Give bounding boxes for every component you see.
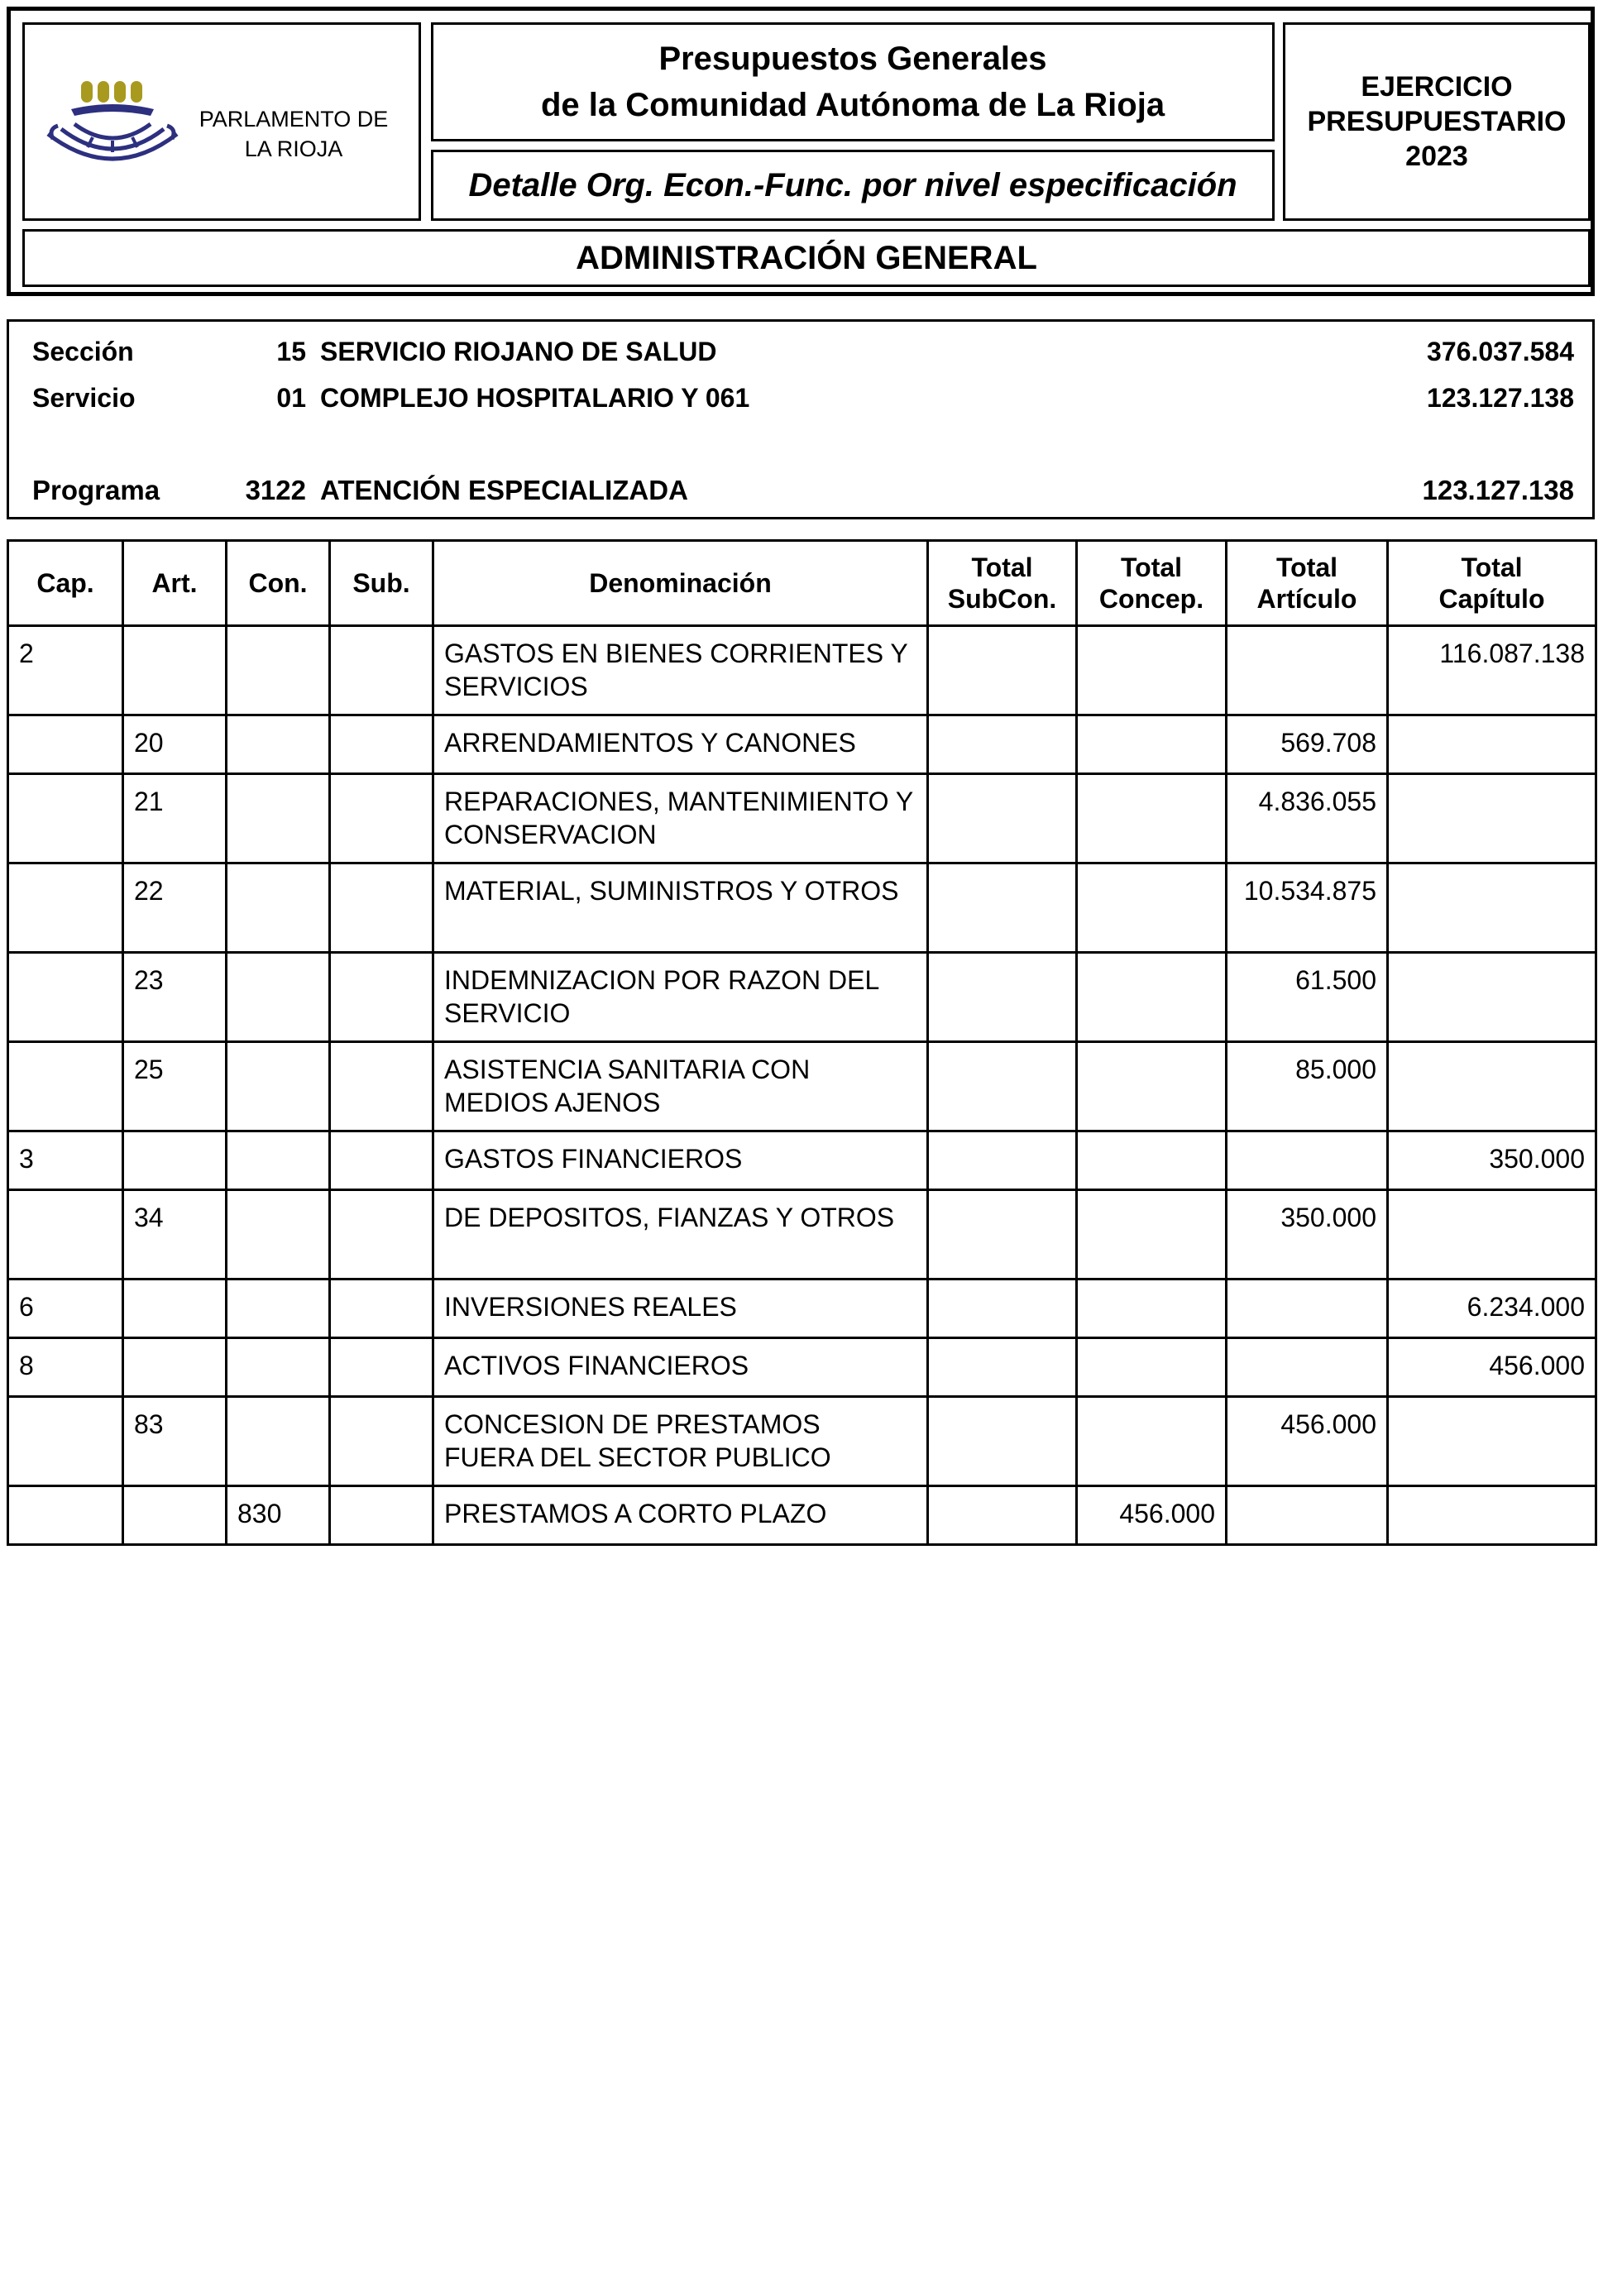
cell-total-capitulo [1388,1486,1596,1545]
col-header-sub: Sub. [330,541,433,626]
table-row [8,1338,1596,1397]
cell-con [227,1042,330,1131]
servicio-total: 123.127.138 [1427,383,1574,413]
table-row [8,1486,1596,1545]
programa-name: ATENCIÓN ESPECIALIZADA [320,475,688,505]
cell-sub [330,863,433,953]
cell-total-subcon [928,626,1077,715]
seccion-total: 376.037.584 [1427,337,1574,366]
cell-total-articulo: 61.500 [1227,953,1388,1042]
cell-total-subcon [928,953,1077,1042]
cell-total-subcon [928,1397,1077,1486]
table-row [8,1280,1596,1338]
cell-art: 34 [123,1190,227,1280]
table-row [8,1131,1596,1190]
parliament-logo-icon [46,76,179,169]
cell-con [227,1397,330,1486]
cell-cap [8,863,123,953]
col-header-total-concep [1077,541,1227,626]
document-header [7,7,1595,296]
cell-total-capitulo: 456.000 [1388,1338,1596,1397]
programa-code: 3122 [245,475,306,505]
table-row [8,626,1596,715]
servicio-code: 01 [276,383,306,413]
cell-denominacion: ASISTENCIA SANITARIA CON MEDIOS AJENOS [433,1042,928,1131]
cell-total-articulo [1227,1280,1388,1338]
col-header-art: Art. [123,541,227,626]
org-name-line1: PARLAMENTO DE [199,107,389,132]
cell-con [227,774,330,863]
programa-total: 123.127.138 [1422,475,1574,505]
cell-total-subcon [928,715,1077,774]
cell-denominacion: PRESTAMOS A CORTO PLAZO [433,1486,928,1545]
cell-con [227,626,330,715]
cell-total-articulo [1227,1131,1388,1190]
cell-con [227,715,330,774]
cell-total-capitulo [1388,1042,1596,1131]
seccion-code: 15 [276,337,306,366]
table-row [8,953,1596,1042]
col-header-denominacion: Denominación [433,541,928,626]
cell-total-capitulo [1388,1397,1596,1486]
year-label-line2: PRESUPUESTARIO [1307,106,1567,137]
cell-cap [8,1486,123,1545]
cell-denominacion: REPARACIONES, MANTENIMIENTO Y CONSERVACION [433,774,928,863]
cell-total-articulo [1227,1486,1388,1545]
table-row [8,774,1596,863]
cell-total-capitulo: 350.000 [1388,1131,1596,1190]
cell-sub [330,953,433,1042]
table-row [8,863,1596,953]
col-header-total-subcon [928,541,1077,626]
table-header-row [8,541,1596,626]
org-name-line2: LA RIOJA [244,136,343,161]
cell-total-capitulo: 6.234.000 [1388,1280,1596,1338]
cell-total-capitulo [1388,1190,1596,1280]
cell-total-articulo: 10.534.875 [1227,863,1388,953]
cell-art: 20 [123,715,227,774]
cell-total-concep [1077,1397,1227,1486]
cell-cap [8,774,123,863]
cell-total-capitulo [1388,953,1596,1042]
cell-art: 21 [123,774,227,863]
cell-cap [8,715,123,774]
cell-con [227,1131,330,1190]
title-panel [431,22,1275,141]
cell-total-concep [1077,774,1227,863]
servicio-name: COMPLEJO HOSPITALARIO Y 061 [320,383,750,413]
cell-total-subcon [928,1280,1077,1338]
col-header-total-capitulo-line2: Capítulo [1438,584,1545,614]
cell-cap [8,1397,123,1486]
cell-art: 22 [123,863,227,953]
cell-total-concep [1077,715,1227,774]
cell-total-articulo: 456.000 [1227,1397,1388,1486]
cell-sub [330,1486,433,1545]
programa-row [9,474,1592,507]
seccion-label: Sección [32,337,134,366]
table-row [8,1042,1596,1131]
cell-total-articulo [1227,1338,1388,1397]
administration-title: ADMINISTRACIÓN GENERAL [576,239,1037,276]
cell-total-concep [1077,1131,1227,1190]
cell-total-subcon [928,1131,1077,1190]
admin-panel [22,229,1591,287]
cell-total-capitulo [1388,715,1596,774]
cell-con [227,1280,330,1338]
col-header-total-subcon-line1: Total [971,552,1033,582]
cell-total-capitulo [1388,774,1596,863]
cell-denominacion: CONCESION DE PRESTAMOS FUERA DEL SECTOR PUBLICO [433,1397,928,1486]
col-header-con: Con. [227,541,330,626]
cell-denominacion: GASTOS FINANCIEROS [433,1131,928,1190]
col-header-total-capitulo-line1: Total [1461,552,1523,582]
classification-block [7,319,1595,519]
seccion-row [9,335,1592,368]
cell-cap [8,1190,123,1280]
cell-denominacion: INDEMNIZACION POR RAZON DEL SERVICIO [433,953,928,1042]
cell-cap [8,1042,123,1131]
col-header-total-articulo-line2: Artículo [1256,584,1357,614]
cell-denominacion: ARRENDAMIENTOS Y CANONES [433,715,928,774]
cell-total-articulo [1227,626,1388,715]
cell-total-concep [1077,1190,1227,1280]
cell-total-concep [1077,1280,1227,1338]
cell-con: 830 [227,1486,330,1545]
col-header-total-concep-line2: Concep. [1098,584,1204,614]
cell-total-articulo: 85.000 [1227,1042,1388,1131]
cell-denominacion: DE DEPOSITOS, FIANZAS Y OTROS [433,1190,928,1280]
cell-total-concep: 456.000 [1077,1486,1227,1545]
table-row [8,715,1596,774]
col-header-total-capitulo [1388,541,1596,626]
cell-sub [330,1280,433,1338]
cell-art: 23 [123,953,227,1042]
table-row [8,1190,1596,1280]
cell-con [227,953,330,1042]
cell-con [227,1190,330,1280]
col-header-total-concep-line1: Total [1120,552,1183,582]
programa-label: Programa [32,475,160,505]
org-name [190,104,397,164]
cell-total-capitulo: 116.087.138 [1388,626,1596,715]
table-row [8,1397,1596,1486]
cell-cap: 8 [8,1338,123,1397]
cell-art [123,1131,227,1190]
cell-total-concep [1077,863,1227,953]
cell-total-concep [1077,1338,1227,1397]
cell-total-articulo: 569.708 [1227,715,1388,774]
budget-table [7,539,1597,1546]
col-header-total-subcon-line2: SubCon. [947,584,1057,614]
fiscal-year-panel [1283,22,1591,221]
cell-con [227,1338,330,1397]
cell-total-subcon [928,863,1077,953]
cell-total-subcon [928,1190,1077,1280]
cell-denominacion: GASTOS EN BIENES CORRIENTES Y SERVICIOS [433,626,928,715]
cell-con [227,863,330,953]
cell-total-subcon [928,1486,1077,1545]
cell-cap [8,953,123,1042]
cell-art [123,1486,227,1545]
cell-cap: 2 [8,626,123,715]
cell-sub [330,1042,433,1131]
cell-cap: 6 [8,1280,123,1338]
subtitle-panel [431,150,1275,221]
cell-total-subcon [928,774,1077,863]
col-header-cap: Cap. [8,541,123,626]
servicio-row [9,381,1592,414]
cell-total-concep [1077,1042,1227,1131]
cell-denominacion: MATERIAL, SUMINISTROS Y OTROS [433,863,928,953]
year-label-line1: EJERCICIO [1361,71,1513,103]
cell-art [123,1280,227,1338]
cell-total-capitulo [1388,863,1596,953]
cell-total-concep [1077,953,1227,1042]
cell-total-subcon [928,1338,1077,1397]
servicio-label: Servicio [32,383,136,413]
cell-sub [330,1397,433,1486]
cell-total-subcon [928,1042,1077,1131]
cell-total-articulo: 350.000 [1227,1190,1388,1280]
cell-sub [330,626,433,715]
cell-art [123,1338,227,1397]
fiscal-year: 2023 [1405,141,1468,172]
cell-sub [330,1131,433,1190]
cell-sub [330,715,433,774]
cell-art: 83 [123,1397,227,1486]
document-subtitle: Detalle Org. Econ.-Func. por nivel especificación [468,166,1237,203]
logo-panel [22,22,421,221]
cell-cap: 3 [8,1131,123,1190]
document-title-line2: de la Comunidad Autónoma de La Rioja [540,87,1165,123]
cell-denominacion: INVERSIONES REALES [433,1280,928,1338]
document-title-line1: Presupuestos Generales [658,41,1047,77]
col-header-total-articulo-line1: Total [1275,552,1338,582]
cell-art: 25 [123,1042,227,1131]
cell-sub [330,1190,433,1280]
cell-denominacion: ACTIVOS FINANCIEROS [433,1338,928,1397]
cell-total-concep [1077,626,1227,715]
seccion-name: SERVICIO RIOJANO DE SALUD [320,337,717,366]
cell-sub [330,774,433,863]
cell-sub [330,1338,433,1397]
cell-total-articulo: 4.836.055 [1227,774,1388,863]
cell-art [123,626,227,715]
col-header-total-articulo [1227,541,1388,626]
